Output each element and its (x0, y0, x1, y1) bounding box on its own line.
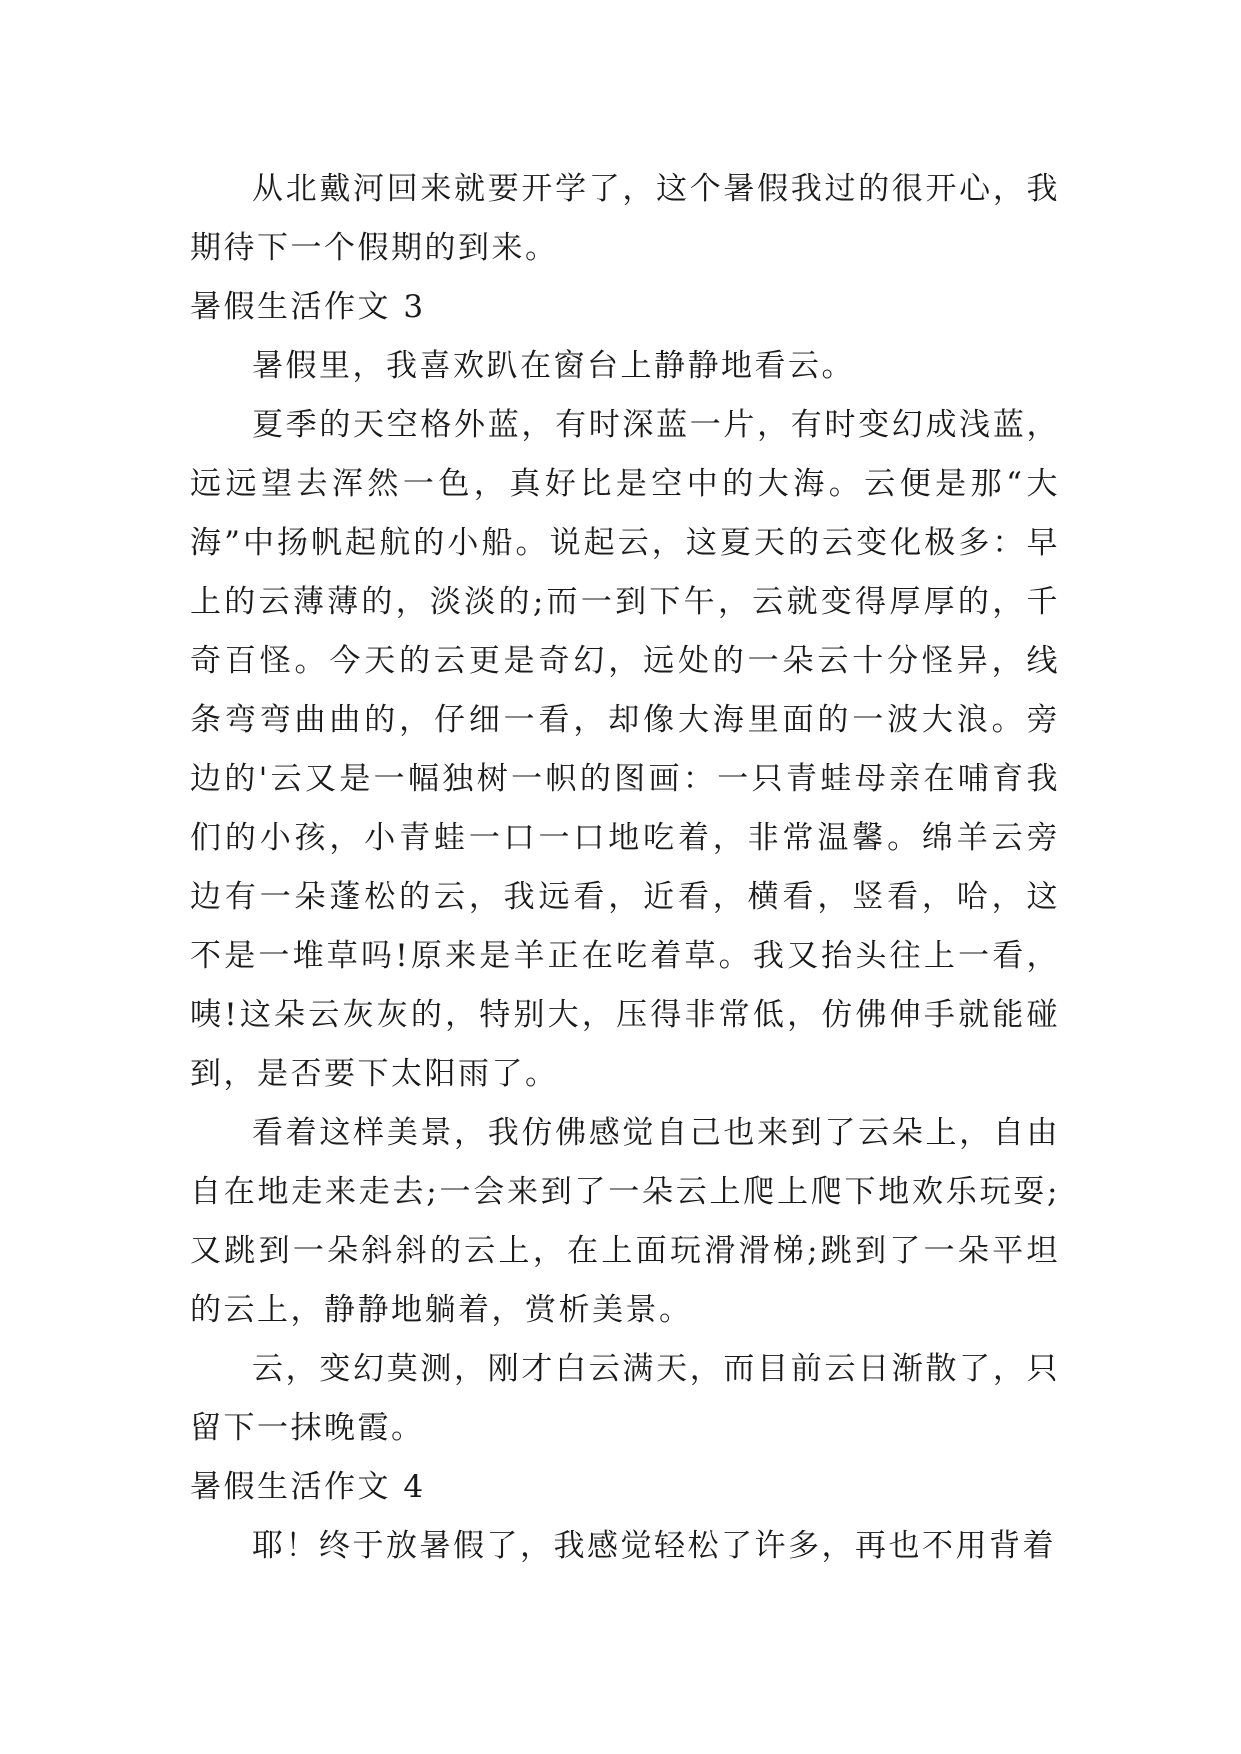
paragraph: 暑假里，我喜欢趴在窗台上静静地看云。 (252, 348, 855, 384)
paragraph: 夏季的天空格外蓝，有时深蓝一片，有时变幻成浅蓝，远远望去浑然一色，真好比是空中的大海。云便是那“大海”中扬帆起航的小船。说起云，这夏天的云变化极多：早上的云薄薄的，淡淡的;而一到下午，云就变得厚厚的，千奇百怪。今天的云更是奇幻，远处的一朵云十分怪异，线条弯弯曲曲的，仔细一看，却像大海里面的一波大浪。旁边的'云又是一幅独树一帜的图画：一只青蛙母亲在哺育我们的小孩，小青蛙一口一口地吃着，非常温馨。绵羊云旁边有一朵蓬松的云，我远看，近看，横看，竖看，哈，这不是一堆草吗!原来是羊正在吃着草。我又抬头往上一看，咦!这朵云灰灰的，特别大，压得非常低，仿佛伸手就能碰到，是否要下太阳雨了。 (190, 407, 1060, 1092)
document-body (190, 160, 1060, 1576)
paragraph: 从北戴河回来就要开学了，这个暑假我过的很开心，我期待下一个假期的到来。 (190, 171, 1060, 266)
section-heading: 暑假生活作文 4 (190, 1469, 426, 1505)
section-heading: 暑假生活作文 3 (190, 289, 426, 325)
paragraph: 看着这样美景，我仿佛感觉自己也来到了云朵上，自由自在地走来走去;一会来到了一朵云上爬上爬下地欢乐玩耍;又跳到一朵斜斜的云上，在上面玩滑滑梯;跳到了一朵平坦的云上，静静地躺着，赏析美景。 (190, 1115, 1060, 1328)
paragraph: 云，变幻莫测，刚才白云满天，而目前云日渐散了，只留下一抹晚霞。 (190, 1351, 1060, 1446)
paragraph: 耶！终于放暑假了，我感觉轻松了许多，再也不用背着 (252, 1528, 1056, 1564)
